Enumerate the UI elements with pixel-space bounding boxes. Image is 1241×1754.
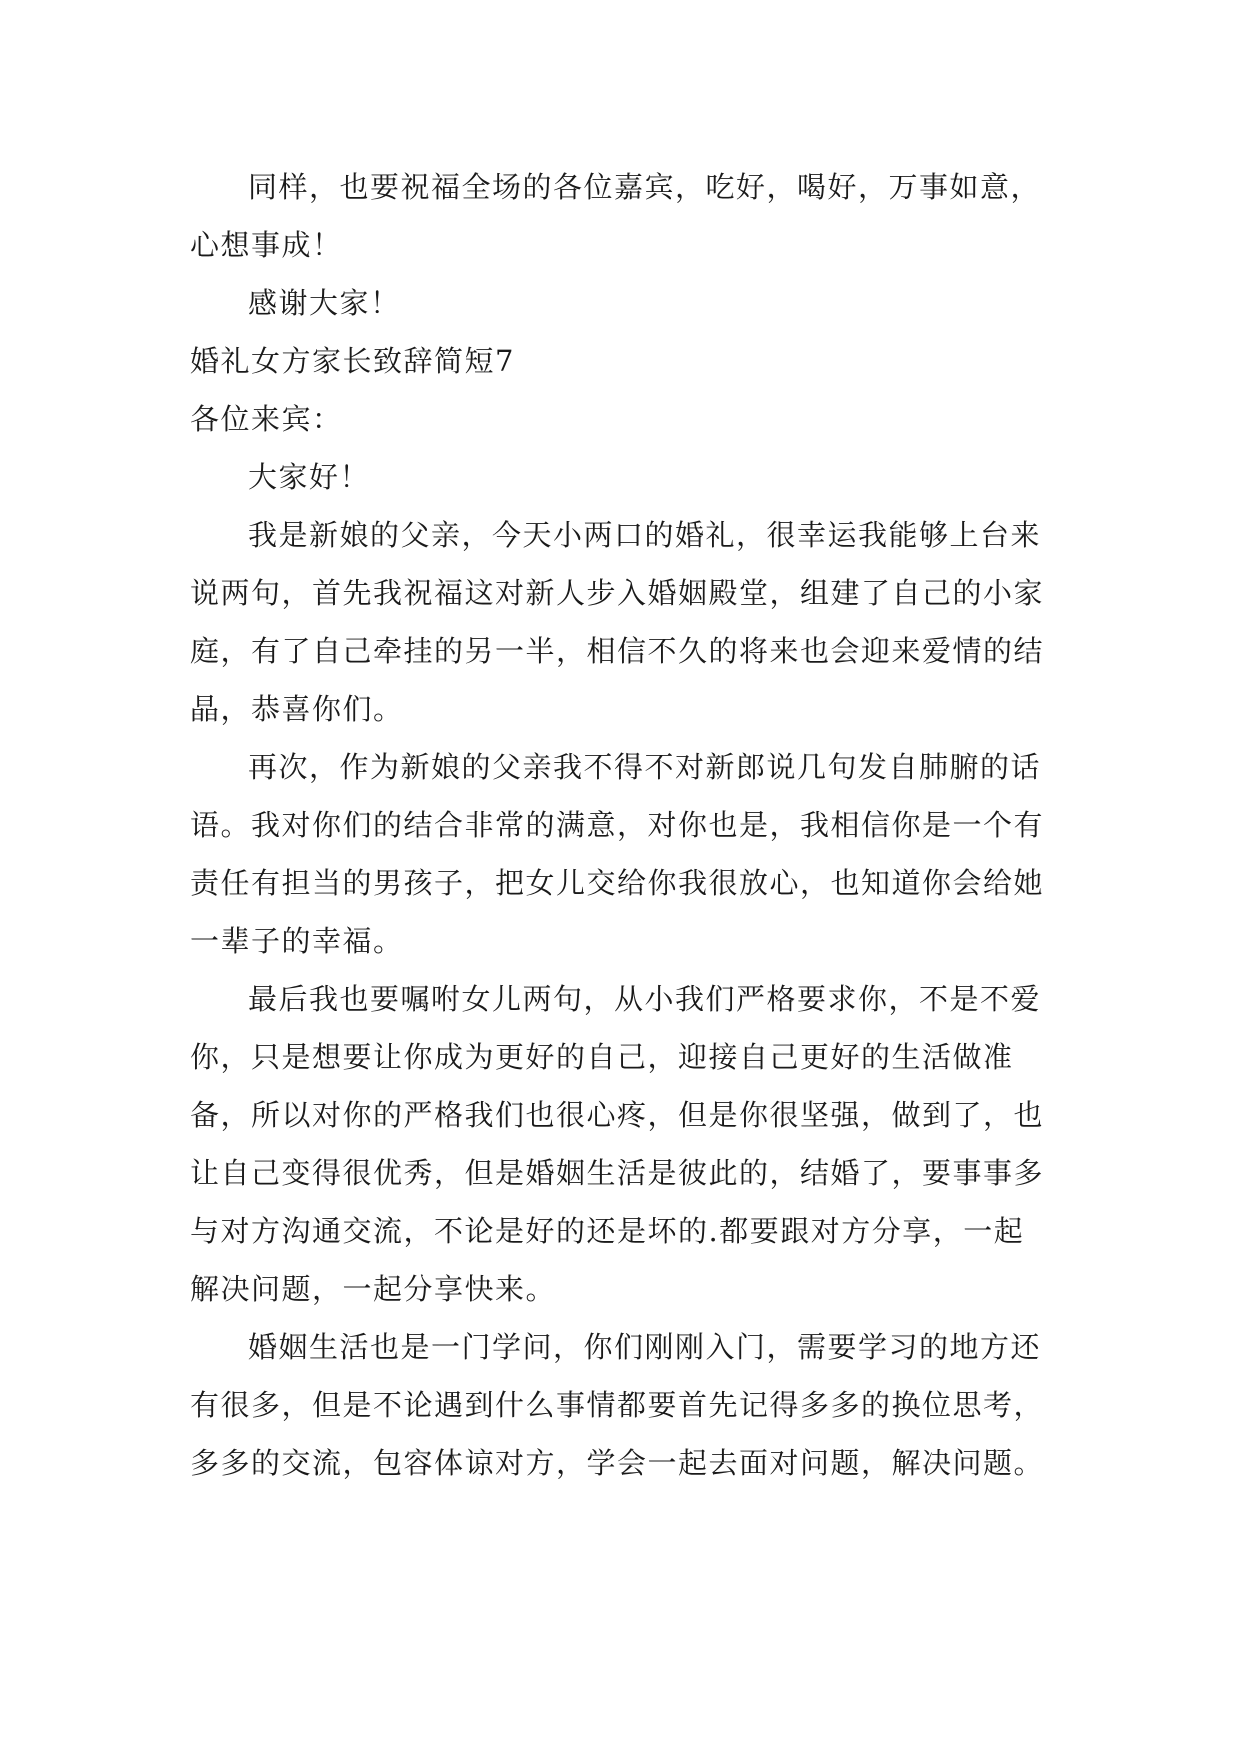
greeting: 大家好！ <box>248 460 371 494</box>
paragraph-to-groom: 再次，作为新娘的父亲我不得不对新郎说几句发自肺腑的话语。我对你们的结合非常的满意，对你也是，我相信你是一个有责任有担当的男孩子，把女儿交给你我很放心，也知道你会给她一辈子的幸福。 <box>190 750 1045 958</box>
paragraph-intro: 我是新娘的父亲，今天小两口的婚礼，很幸运我能够上台来说两句，首先我祝福这对新人步入婚姻殿堂，组建了自己的小家庭，有了自己牵挂的另一半，相信不久的将来也会迎来爱情的结晶，恭喜你们。 <box>190 518 1045 726</box>
document-body <box>190 158 1050 1492</box>
paragraph-thanks: 感谢大家！ <box>248 286 401 320</box>
salutation: 各位来宾： <box>190 402 343 436</box>
paragraph-to-daughter: 最后我也要嘱咐女儿两句，从小我们严格要求你，不是不爱你，只是想要让你成为更好的自己，迎接自己更好的生活做准备，所以对你的严格我们也很心疼，但是你很坚强，做到了，也让自己变得很优秀，但是婚姻生活是彼此的，结婚了，要事事多与对方沟通交流，不论是好的还是坏的.都要跟对方分享，一起解决问题，一起分享快来。 <box>190 982 1045 1306</box>
paragraph-marriage-advice: 婚姻生活也是一门学问，你们刚刚入门，需要学习的地方还有很多，但是不论遇到什么事情都要首先记得多多的换位思考，多多的交流，包容体谅对方，学会一起去面对问题，解决问题。 <box>190 1330 1045 1480</box>
paragraph-wishes: 同样，也要祝福全场的各位嘉宾，吃好，喝好，万事如意，心想事成！ <box>190 170 1042 262</box>
section-title: 婚礼女方家长致辞简短7 <box>190 344 515 378</box>
